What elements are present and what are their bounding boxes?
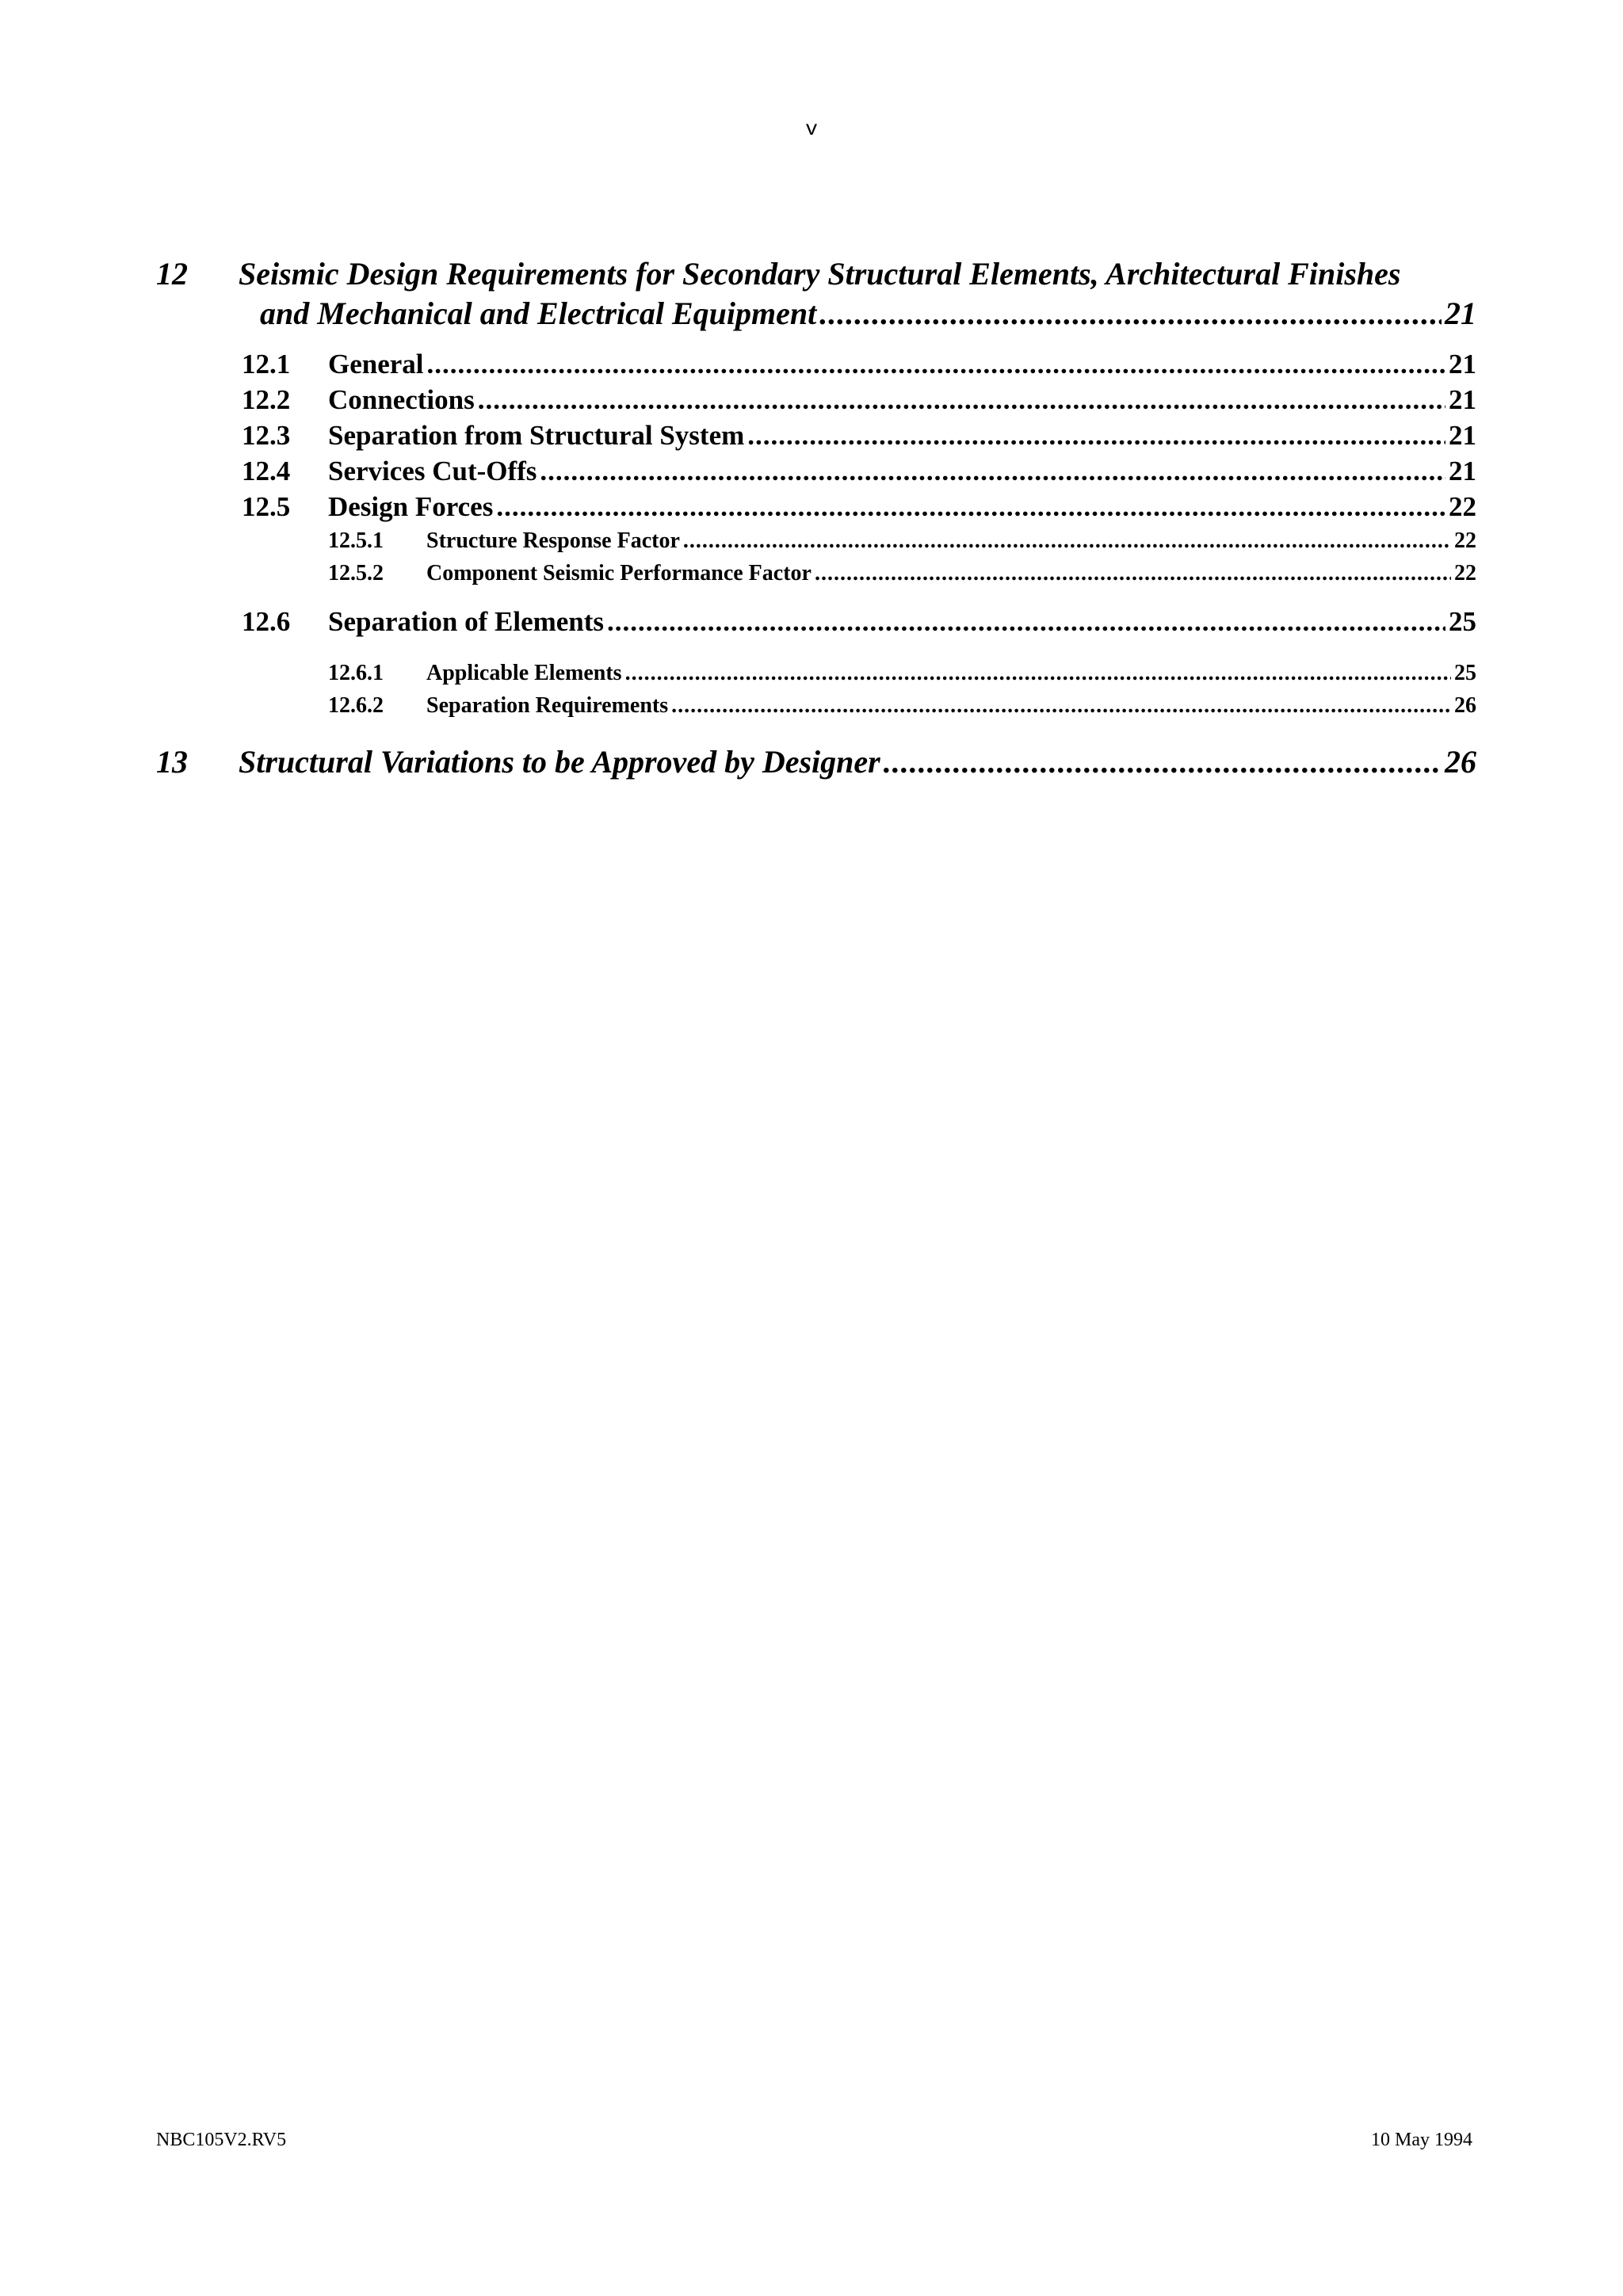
chapter-title-line1 — [239, 255, 1400, 292]
dot-leader — [671, 693, 1451, 719]
subsection-title: Applicable Elements — [426, 661, 622, 685]
page-ref: 22 — [1449, 491, 1476, 522]
toc-entry-subsection[interactable] — [426, 693, 1476, 719]
section-title: Separation from Structural System — [328, 420, 745, 451]
chapter-title-text: and Mechanical and Electrical Equipment — [260, 296, 817, 331]
toc-entry-chapter-13[interactable] — [239, 743, 1476, 780]
dot-leader — [815, 561, 1451, 586]
footer-date: 10 May 1994 — [1371, 2130, 1472, 2150]
page-ref: 21 — [1449, 384, 1476, 415]
page-ref: 25 — [1454, 661, 1476, 685]
section-title: Design Forces — [328, 491, 494, 522]
toc-entry-subsection[interactable] — [426, 528, 1476, 554]
dot-leader — [884, 743, 1442, 780]
toc-entry-section[interactable] — [328, 349, 1476, 380]
toc-entry-section[interactable] — [328, 420, 1476, 452]
page-ref: 26 — [1445, 744, 1476, 780]
subsection-number: 12.5.1 — [328, 528, 384, 553]
dot-leader — [819, 295, 1442, 332]
section-number: 12.3 — [242, 420, 291, 451]
dot-leader — [496, 491, 1445, 523]
section-number: 12.4 — [242, 456, 291, 486]
chapter-title-text: Seismic Design Requirements for Secondary Structural Elements, Architectural Finishes — [239, 256, 1401, 292]
chapter-title-text: Structural Variations to be Approved by Designer — [239, 744, 880, 780]
page-ref: 21 — [1445, 296, 1476, 331]
subsection-title: Separation Requirements — [426, 693, 669, 718]
toc-entry-section[interactable] — [328, 606, 1476, 638]
page-number: v — [805, 117, 818, 141]
section-title: General — [328, 349, 424, 379]
dot-leader — [478, 384, 1445, 416]
section-number: 12.2 — [242, 384, 291, 415]
toc-entry-section[interactable] — [328, 491, 1476, 523]
section-number: 12.6 — [242, 606, 291, 637]
dot-leader — [683, 528, 1451, 554]
subsection-number: 12.6.1 — [328, 661, 384, 685]
dot-leader — [625, 661, 1451, 686]
section-title: Connections — [328, 384, 475, 415]
subsection-number: 12.5.2 — [328, 561, 384, 585]
toc-entry-chapter-12[interactable] — [260, 295, 1476, 332]
chapter-number: 13 — [156, 744, 188, 780]
section-title: Services Cut-Offs — [328, 456, 537, 486]
dot-leader — [427, 349, 1445, 380]
dot-leader — [540, 456, 1445, 487]
subsection-title: Structure Response Factor — [426, 528, 680, 553]
chapter-number: 12 — [156, 256, 188, 292]
toc-entry-subsection[interactable] — [426, 561, 1476, 586]
page-ref: 22 — [1454, 561, 1476, 585]
section-title: Separation of Elements — [328, 606, 605, 637]
page-ref: 21 — [1449, 456, 1476, 486]
page-ref: 22 — [1454, 528, 1476, 553]
subsection-title: Component Seismic Performance Factor — [426, 561, 812, 585]
page-ref: 21 — [1449, 420, 1476, 451]
section-number: 12.1 — [242, 349, 291, 379]
dot-leader — [607, 606, 1445, 638]
toc-entry-section[interactable] — [328, 456, 1476, 487]
subsection-number: 12.6.2 — [328, 693, 384, 718]
section-number: 12.5 — [242, 491, 291, 522]
page-ref: 25 — [1449, 606, 1476, 637]
toc-entry-subsection[interactable] — [426, 661, 1476, 686]
footer-doc-id: NBC105V2.RV5 — [156, 2130, 287, 2150]
dot-leader — [747, 420, 1445, 452]
page-ref: 21 — [1449, 349, 1476, 379]
page-ref: 26 — [1454, 693, 1476, 718]
toc-entry-section[interactable] — [328, 384, 1476, 416]
